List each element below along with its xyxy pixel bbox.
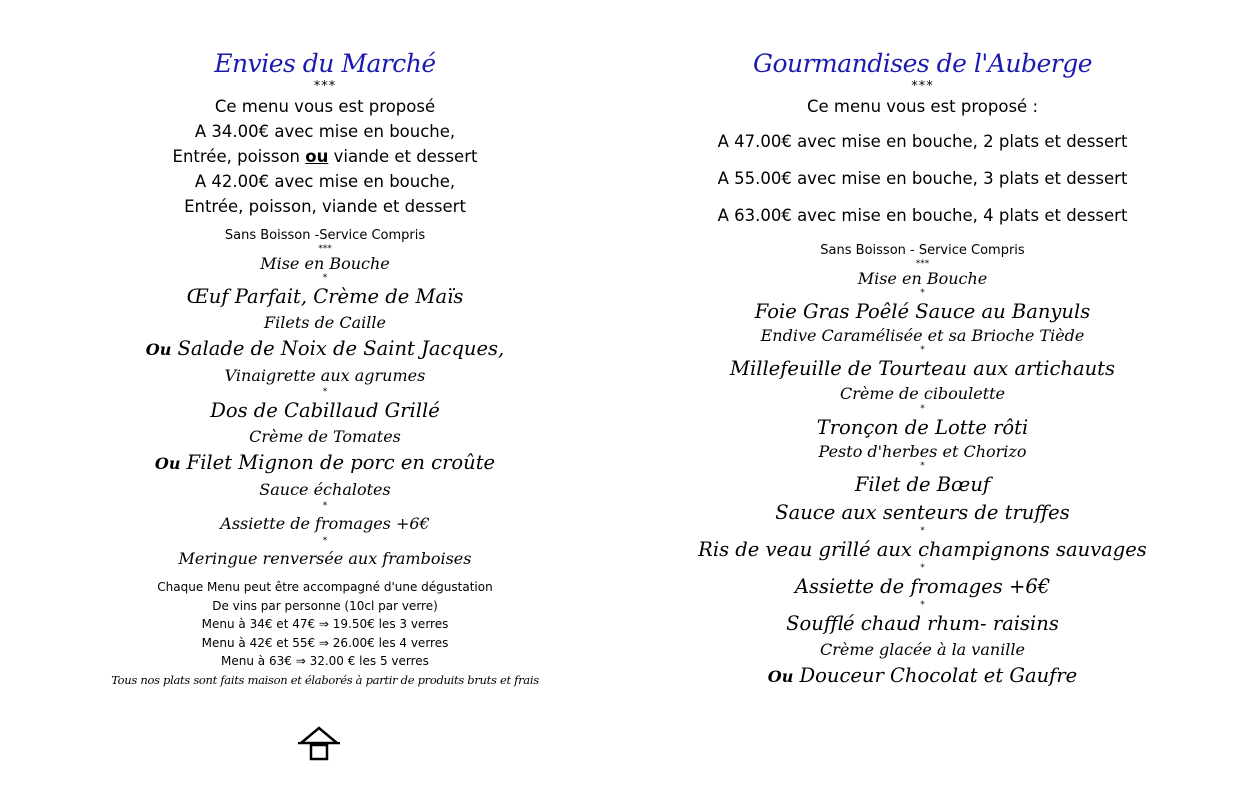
separator: *	[920, 288, 925, 298]
dish: Ris de veau grillé aux champignons sauvages	[698, 538, 1147, 561]
price-line: A 47.00€ avec mise en bouche, 2 plats et dessert	[717, 132, 1128, 151]
course-text: Entrée, poisson	[172, 147, 306, 166]
dish: Millefeuille de Tourteau aux artichauts	[730, 357, 1115, 380]
dish: Foie Gras Poêlé Sauce au Banyuls	[754, 300, 1091, 323]
dish: Filet de Bœuf	[854, 473, 991, 496]
course-line: Entrée, poisson, viande et dessert	[184, 197, 466, 216]
separator: *	[322, 387, 328, 397]
dish	[655, 662, 1190, 691]
separator: *	[920, 345, 925, 355]
dish: Tronçon de Lotte rôti	[816, 416, 1029, 439]
price-line: A 34.00€ avec mise en bouche,	[194, 122, 456, 141]
dish-detail: Vinaigrette aux agrumes	[224, 366, 426, 385]
dish	[60, 449, 590, 478]
separator: *	[920, 404, 925, 414]
dish: Dos de Cabillaud Grillé	[210, 399, 440, 422]
or-label: Ou	[154, 454, 181, 473]
separator: *	[920, 461, 925, 471]
dish-detail: Sauce échalotes	[259, 480, 391, 499]
dish: Mise en Bouche	[857, 269, 988, 288]
separator: *	[322, 273, 328, 283]
menu-envies-du-marche	[60, 48, 590, 689]
dish: Soufflé chaud rhum- raisins	[786, 612, 1059, 635]
note-line: Menu à 63€ ⇒ 32.00 € les 5 verres	[221, 654, 429, 668]
separator: *	[920, 600, 925, 610]
fait-maison-house-icon	[297, 724, 341, 762]
dish-detail: Sauce aux senteurs de truffes	[775, 501, 1070, 524]
dish: Œuf Parfait, Crème de Maïs	[186, 285, 464, 308]
dish-detail: Crème de ciboulette	[839, 384, 1006, 403]
dish-detail: Filets de Caille	[264, 313, 386, 332]
dish	[60, 335, 590, 364]
dish-text: Douceur Chocolat et Gaufre	[793, 664, 1078, 687]
service-line: Sans Boisson - Service Compris	[820, 243, 1025, 258]
note-line: Chaque Menu peut être accompagné d'une dégustation	[157, 580, 493, 594]
dish-detail: Pesto d'herbes et Chorizo	[818, 442, 1027, 461]
dish: Meringue renversée aux framboises	[178, 549, 472, 568]
price-line: A 63.00€ avec mise en bouche, 4 plats et dessert	[717, 206, 1128, 225]
separator: *	[322, 501, 328, 511]
intro-line: Ce menu vous est proposé :	[806, 97, 1039, 116]
separator: *	[920, 563, 925, 573]
service-line: Sans Boisson -Service Compris	[224, 228, 426, 243]
dish-text: Filet Mignon de porc en croûte	[180, 451, 496, 474]
stars-divider: ***	[915, 259, 930, 269]
note-line: Menu à 42€ et 55€ ⇒ 26.00€ les 4 verres	[201, 635, 449, 650]
price-list	[655, 123, 1190, 234]
stars-divider: ***	[313, 79, 337, 94]
note-line: Menu à 34€ et 47€ ⇒ 19.50€ les 3 verres	[201, 617, 449, 631]
dish-detail: Crème de Tomates	[249, 427, 401, 446]
dish-text: Salade de Noix de Saint Jacques,	[171, 337, 505, 360]
menu-title: Gourmandises de l'Auberge	[752, 49, 1092, 78]
or-text: ou	[305, 147, 329, 166]
note-line: De vins par personne (10cl par verre)	[212, 598, 438, 613]
separator: *	[322, 536, 328, 546]
stars-divider: ***	[318, 244, 332, 254]
or-label: Ou	[145, 340, 172, 359]
fait-maison-note: Tous nos plats sont faits maison et élaborés à partir de produits bruts et frais	[111, 672, 539, 687]
dish: Assiette de fromages +6€	[220, 514, 430, 533]
stars-divider: ***	[911, 79, 934, 94]
separator: *	[920, 526, 925, 536]
or-label: Ou	[767, 667, 794, 686]
wine-notes	[60, 578, 590, 689]
dish-detail: Crème glacée à la vanille	[819, 640, 1026, 659]
menu-title: Envies du Marché	[214, 49, 436, 78]
dish: Mise en Bouche	[260, 254, 390, 273]
intro-line: Ce menu vous est proposé	[214, 97, 436, 116]
dish-detail: Endive Caramélisée et sa Brioche Tiède	[760, 326, 1085, 345]
price-line: A 55.00€ avec mise en bouche, 3 plats et dessert	[717, 169, 1128, 188]
menu-gourmandises-auberge	[655, 48, 1190, 691]
course-text: viande et dessert	[328, 147, 478, 166]
dish: Assiette de fromages +6€	[794, 575, 1051, 598]
price-line: A 42.00€ avec mise en bouche,	[194, 172, 456, 191]
course-line	[60, 144, 590, 169]
